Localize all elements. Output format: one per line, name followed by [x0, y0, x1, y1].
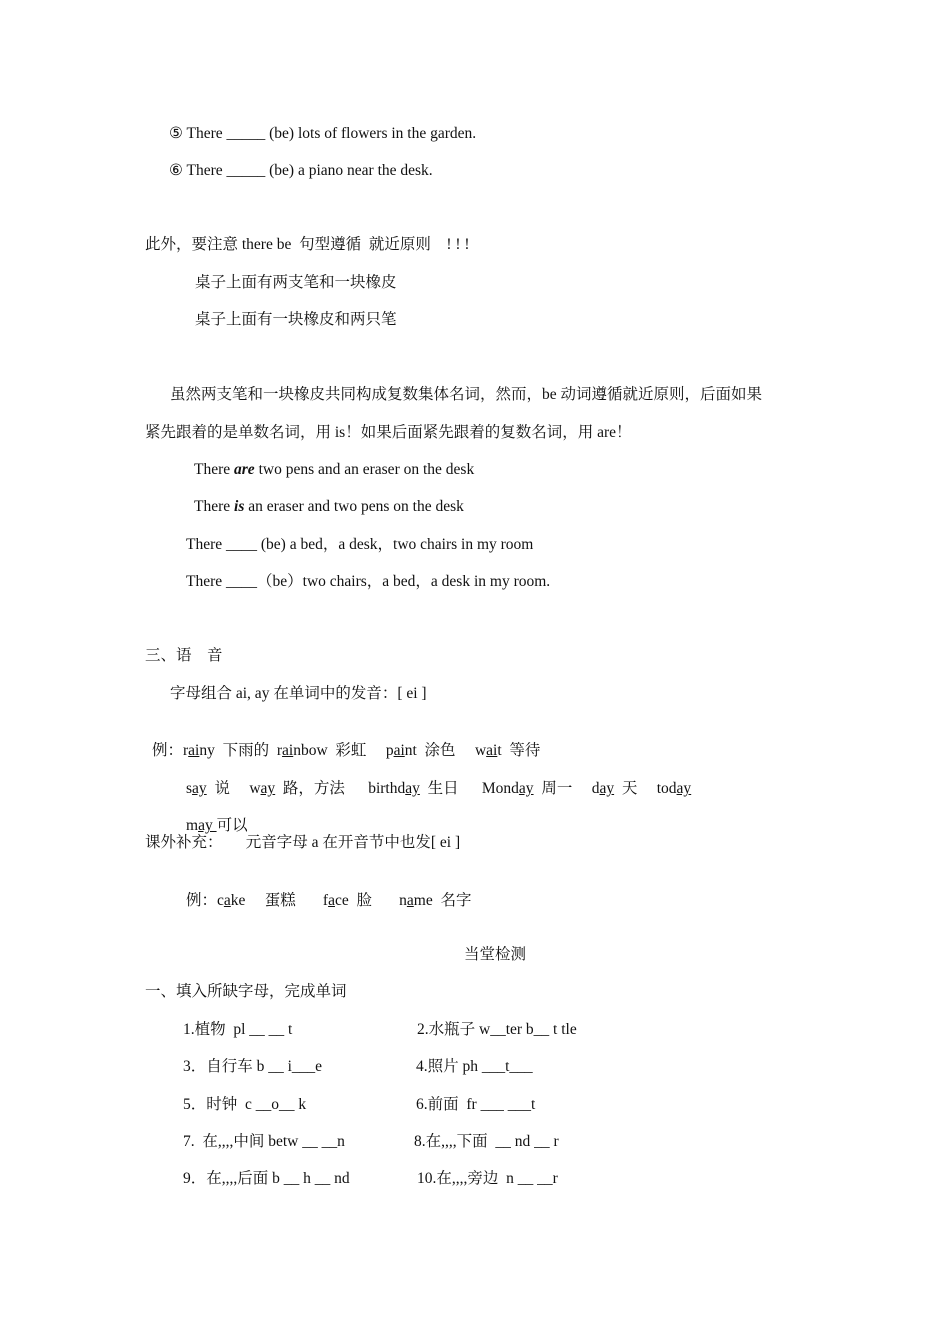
word-pre: birthd [368, 780, 406, 797]
quiz-item-8: 8.在,,,,下面 __ nd __ r [414, 1133, 559, 1150]
word-pre: f [322, 892, 329, 909]
word-post: 生日 [419, 780, 482, 797]
phonics-row-2 [186, 759, 691, 799]
exercise-sentence-3: There ____ (be) a bed，a desk，two chairs in my room [186, 536, 534, 553]
word-underline: ai [393, 742, 405, 759]
rule-example-1: 桌子上面有两支笔和一块橡皮 [195, 274, 397, 291]
quiz-item-2: 2.水瓶子 w__ter b__ t tle [417, 1021, 577, 1038]
word-underline: a [406, 892, 414, 909]
word-pre: d [591, 780, 600, 797]
word-underline: ay [260, 780, 276, 797]
quiz-item-3: 3．自行车 b __ i___e [183, 1058, 323, 1075]
quiz-section: 一、填入所缺字母，完成单词 [145, 983, 347, 1000]
explain-line-2: 紧先跟着的是单数名词，用 is！如果后面紧先跟着的复数名词，用 are！ [145, 424, 632, 441]
quiz-item-7: 7. 在,,,,中间 betw __ __n [183, 1133, 345, 1150]
word-pre: p [385, 742, 394, 759]
explain-line-1: 虽然两支笔和一块橡皮共同构成复数集体名词，然而，be 动词遵循就近原则，后面如果 [170, 386, 763, 403]
word-pre: w [474, 742, 487, 759]
word-post: ke 蛋糕 [230, 892, 323, 909]
word-post: ny 下雨的 [199, 742, 277, 759]
word-pre: n [399, 892, 407, 909]
example-pre: There [194, 498, 235, 515]
word-underline: ay [405, 780, 420, 797]
word-underline: ai [486, 742, 498, 759]
word-underline: a [223, 892, 231, 909]
example-pre: There [194, 461, 235, 478]
example-sentence-are [194, 460, 474, 480]
word-underline: ay [599, 780, 615, 797]
quiz-item-6: 6.前面 fr ___ ___t [416, 1096, 536, 1113]
phonics-heading: 三、语 音 [145, 647, 223, 664]
q5-line: ⑤ There _____ (be) lots of flowers in the garden. [169, 125, 477, 142]
word-post: 可以 [216, 817, 248, 834]
word-post: 周一 [533, 780, 592, 797]
word-post: nbow 彩虹 [293, 742, 386, 759]
quiz-item-10: 10.在,,,,旁边 n __ __r [417, 1170, 558, 1187]
word-post: 天 [614, 780, 657, 797]
rule-intro: 此外，要注意 there be 句型遵循 就近原则 ! ! ! [145, 236, 470, 253]
word-pre: 例：c [186, 892, 224, 909]
word-underline: a [328, 892, 335, 909]
example-post: two pens and an eraser on the desk [254, 461, 475, 478]
example-verb-are: are [234, 461, 255, 478]
phonics-row-3 [186, 796, 248, 836]
word-underline: ay [518, 780, 534, 797]
phonics-intro: 字母组合 ai, ay 在单词中的发音：[ ei ] [170, 685, 427, 702]
quiz-title: 当堂检测 [463, 946, 526, 963]
quiz-item-4: 4.照片 ph ___t___ [416, 1058, 533, 1075]
word-pre: m [186, 817, 199, 834]
word-underline: ay [198, 817, 217, 834]
word-post: ce 脸 [334, 892, 400, 909]
word-pre: s [186, 780, 193, 797]
word-post: 说 [206, 780, 250, 797]
word-post: me 名字 [413, 892, 472, 909]
word-underline: ay [676, 780, 692, 797]
exercise-sentence-4: There ____（be）two chairs，a bed，a desk in my room. [186, 573, 551, 590]
example-verb-is: is [234, 498, 245, 515]
word-post: 路，方法 [275, 780, 369, 797]
phonics-row-4 [186, 871, 471, 911]
example-sentence-is [194, 497, 464, 517]
extra-label: 课外补充： 元音字母 a 在开音节中也发[ ei ] [145, 834, 461, 851]
phonics-row-1 [152, 721, 540, 761]
quiz-item-1: 1.植物 pl __ __ t [183, 1021, 293, 1038]
word-post: t 等待 [497, 742, 541, 759]
word-pre: tod [656, 780, 677, 797]
example-post: an eraser and two pens on the desk [244, 498, 464, 515]
word-pre: Mond [481, 780, 519, 797]
word-pre: w [249, 780, 261, 797]
word-underline: ai [188, 742, 200, 759]
quiz-item-5: 5．时钟 c __o__ k [183, 1096, 307, 1113]
quiz-item-9: 9．在,,,,后面 b __ h __ nd [183, 1170, 350, 1187]
rule-example-2: 桌子上面有一块橡皮和两只笔 [195, 311, 397, 328]
word-pre: r [276, 742, 283, 759]
word-post: nt 涂色 [404, 742, 475, 759]
word-underline: ay [192, 780, 207, 797]
q6-line: ⑥ There _____ (be) a piano near the desk. [169, 162, 433, 179]
word-pre: 例：r [152, 742, 189, 759]
word-underline: ai [282, 742, 294, 759]
